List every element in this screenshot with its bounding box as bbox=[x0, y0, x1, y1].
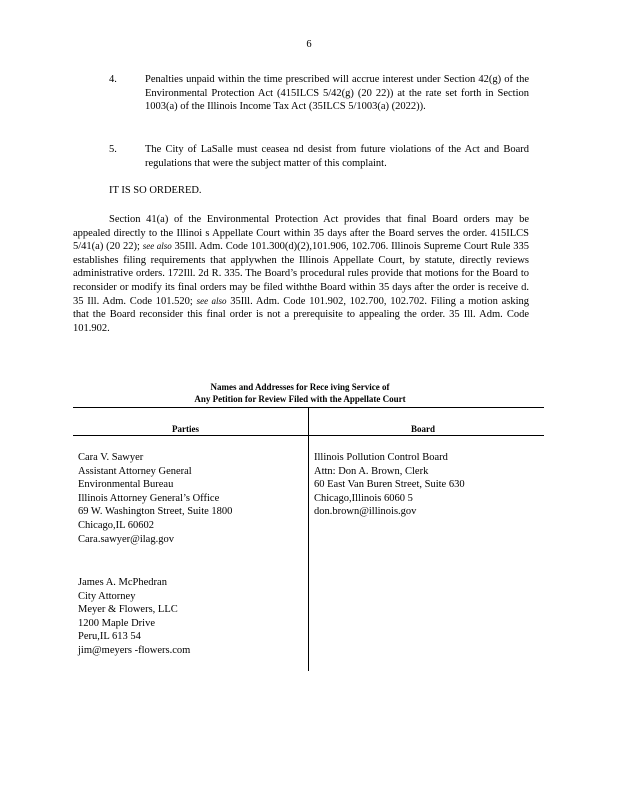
appeal-text-part2: 35Ill. Adm. Code 101.300(d)(2),101.906, 102.706. Illinois Supreme Court Rule 335 establishes filing requirements that applywhen the Illinois Appellate Court, by statute, directly reviews administrative orders. 172Ill. 2d R. 335. The Board’s procedural rules provide that motions for the Board to reconsider or modify its final orders may be filed withthe Board within 35 days after the order is receive d. 35 Ill. Adm. Code 101.520; bbox=[73, 241, 530, 307]
address-line: Assistant Attorney General bbox=[78, 465, 192, 477]
service-title-line-1: Names and Addresses for Rece iving Service of bbox=[210, 382, 390, 392]
address-line: Environmental Bureau bbox=[78, 479, 174, 491]
order-item-text: The City of LaSalle must ceasea nd desist from future violations of the Act and Board regulations that were the subject matter of this complaint. bbox=[145, 144, 529, 169]
appeal-text-part3: 35Ill. Adm. Code 101.902, 102.700, 102.702. Filing a motion asking that the Board reconsider this final order is not a prerequisite to appealing the order. 35 Ill. Adm. Code 101.902. bbox=[73, 295, 530, 334]
appeal-paragraph bbox=[73, 213, 529, 335]
address-line: Chicago,IL 60602 bbox=[78, 519, 155, 531]
email-line: don.brown@illinois.gov bbox=[314, 506, 417, 518]
order-item-number: 4. bbox=[109, 74, 117, 85]
order-item-4 bbox=[109, 73, 529, 114]
address-line: City Attorney bbox=[78, 590, 136, 602]
address-line: 60 East Van Buren Street, Suite 630 bbox=[314, 479, 465, 491]
service-title-line-2: Any Petition for Review Filed with the Appellate Court bbox=[194, 394, 406, 404]
see-also-1: see also bbox=[142, 241, 172, 252]
see-also-2: see also bbox=[196, 295, 227, 306]
address-line: 1200 Maple Drive bbox=[78, 617, 155, 629]
order-item-text: Penalties unpaid within the time prescribed will accrue interest under Section 42(g) of the Environmental Protection Act (415ILCS 5/42(g) (20 22)) at the rate set forth in Section 1003(a) of the Illinois Income Tax Act (35ILCS 5/1003(a) (2022)). bbox=[145, 74, 529, 113]
address-line: Attn: Don A. Brown, Clerk bbox=[314, 465, 429, 477]
address-line: 69 W. Washington Street, Suite 1800 bbox=[78, 506, 233, 518]
email-line: Cara.sawyer@ilag.gov bbox=[78, 533, 174, 545]
address-line: Meyer & Flowers, LLC bbox=[78, 604, 178, 616]
page-number: 6 bbox=[306, 39, 312, 50]
address-line: Cara V. Sawyer bbox=[78, 452, 144, 463]
address-line: Illinois Attorney General’s Office bbox=[78, 492, 220, 504]
board-address bbox=[314, 451, 465, 519]
address-line: Peru,IL 613 54 bbox=[78, 631, 141, 643]
appeal-text-part1: Section 41(a) of the Environmental Protection Act provides that final Board orders may be appealed directly to the Illinoi s Appellate Court within 35 days after the Board serves the order. 415ILCS 5/41(a) (20 22); bbox=[73, 214, 529, 253]
service-table-title bbox=[150, 381, 450, 405]
email-line: jim@meyers -flowers.com bbox=[78, 644, 191, 656]
table-column-divider bbox=[308, 407, 309, 671]
column-header-board: Board bbox=[411, 424, 436, 434]
address-line: Chicago,Illinois 6060 5 bbox=[314, 492, 413, 504]
order-item-number: 5. bbox=[109, 144, 117, 155]
so-ordered-line: IT IS SO ORDERED. bbox=[109, 185, 202, 196]
column-header-parties: Parties bbox=[172, 424, 199, 434]
party-address-mcphedran bbox=[78, 576, 190, 658]
order-item-5 bbox=[109, 143, 529, 170]
address-line: Illinois Pollution Control Board bbox=[314, 452, 448, 463]
address-line: James A. McPhedran bbox=[78, 577, 167, 588]
party-address-sawyer bbox=[78, 451, 232, 546]
